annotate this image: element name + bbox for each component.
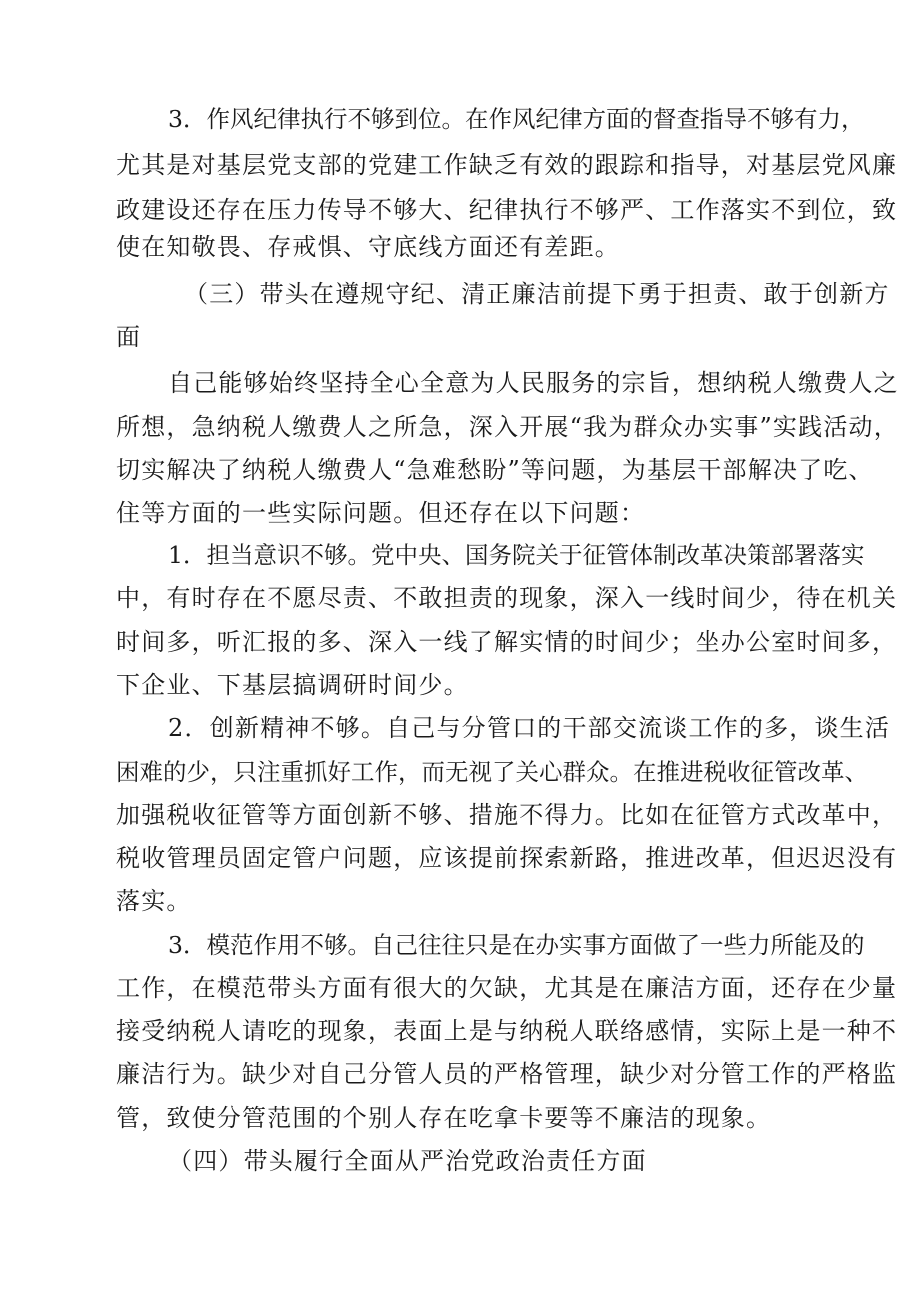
paragraph-line: 工作，在模范带头方面有很大的欠缺，尤其是在廉洁方面，还存在少量 <box>116 974 898 1002</box>
paragraph-line: 3．作风纪律执行不够到位。在作风纪律方面的督查指导不够有力， <box>168 105 865 133</box>
paragraph-line: 接受纳税人请吃的现象，表面上是与纳税人联络感情，实际上是一种不 <box>116 1017 898 1045</box>
paragraph-line: 3．模范作用不够。自己往往只是在办实事方面做了一些力所能及的 <box>168 931 865 959</box>
paragraph-line: 税收管理员固定管户问题，应该提前探索新路，推进改革，但迟迟没有 <box>116 844 898 872</box>
paragraph-line: 政建设还存在压力传导不够大、纪律执行不够严、工作落实不到位，致 <box>116 196 898 224</box>
section-heading-line: 面 <box>116 323 142 351</box>
paragraph-line: 尤其是对基层党支部的党建工作缺乏有效的跟踪和指导，对基层党风廉 <box>116 151 898 179</box>
paragraph-line: 时间多，听汇报的多、深入一线了解实情的时间少；坐办公室时间多， <box>116 628 898 656</box>
paragraph-line: 加强税收征管等方面创新不够、措施不得力。比如在征管方式改革中， <box>116 801 898 829</box>
paragraph-line: 1．担当意识不够。党中央、国务院关于征管体制改革决策部署落实 <box>168 541 865 569</box>
paragraph-line: 困难的少，只注重抓好工作，而无视了关心群众。在推进税收征管改革、 <box>116 758 868 786</box>
paragraph-line: 2．创新精神不够。自己与分管口的干部交流谈工作的多，谈生活 <box>168 714 891 742</box>
paragraph-line: 管，致使分管范围的个别人存在吃拿卡要等不廉洁的现象。 <box>116 1104 772 1132</box>
paragraph-line: 住等方面的一些实际问题。但还存在以下问题： <box>116 499 646 527</box>
paragraph-line: 切实解决了纳税人缴费人“急难愁盼”等问题，为基层干部解决了吃、 <box>116 456 874 484</box>
paragraph-line: 使在知敬畏、存戒惧、守底线方面还有差距。 <box>116 233 620 261</box>
paragraph-line: 所想，急纳税人缴费人之所急，深入开展“我为群众办实事”实践活动， <box>116 413 899 441</box>
paragraph-line: 廉洁行为。缺少对自己分管人员的严格管理，缺少对分管工作的严格监 <box>116 1060 898 1088</box>
paragraph-line: 中，有时存在不愿尽责、不敢担责的现象，深入一线时间少，待在机关 <box>116 584 898 612</box>
section-heading-line: （三）带头在遵规守纪、清正廉洁前提下勇于担责、敢于创新方 <box>184 280 890 308</box>
paragraph-line: 落实。 <box>116 887 192 915</box>
paragraph-line: 下企业、下基层搞调研时间少。 <box>116 671 469 699</box>
section-heading-line: （四）带头履行全面从严治党政治责任方面 <box>168 1147 647 1175</box>
paragraph-line: 自己能够始终坚持全心全意为人民服务的宗旨，想纳税人缴费人之 <box>168 369 899 397</box>
